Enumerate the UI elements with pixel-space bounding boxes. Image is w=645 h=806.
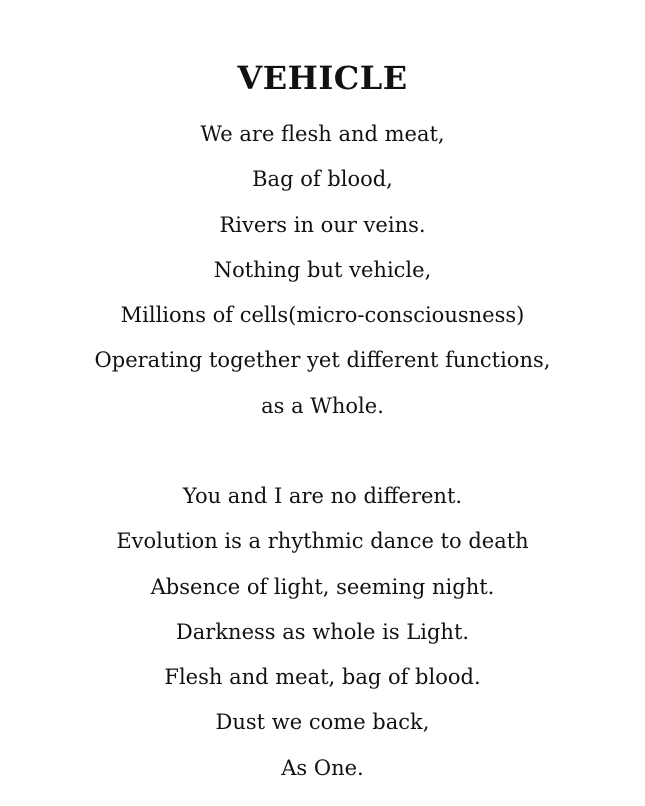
poem-line: You and I are no different. — [182, 484, 463, 508]
poem-line: Absence of light, seeming night. — [150, 574, 495, 599]
poem-line: Millions of cells(micro-consciousness) — [120, 303, 525, 328]
poem-line: Flesh and meat, bag of blood. — [164, 665, 481, 690]
poem-title: VEHICLE — [237, 59, 408, 97]
stanza-2 — [0, 474, 645, 791]
poem-line: Bag of blood, — [252, 167, 393, 192]
stanza-1 — [0, 112, 645, 429]
poem-line: Nothing but vehicle, — [213, 257, 432, 282]
poem-line: as a Whole. — [261, 393, 384, 418]
poem-line: Dust we come back, — [215, 710, 430, 735]
poem-line: Rivers in our veins. — [219, 212, 426, 237]
poem-line: We are flesh and meat, — [200, 122, 445, 146]
poem-line: Operating together yet different functions, — [94, 348, 551, 373]
poem-line: As One. — [281, 755, 364, 780]
poem-line: Evolution is a rhythmic dance to death — [116, 529, 529, 554]
poem-line: Darkness as whole is Light. — [175, 619, 470, 644]
